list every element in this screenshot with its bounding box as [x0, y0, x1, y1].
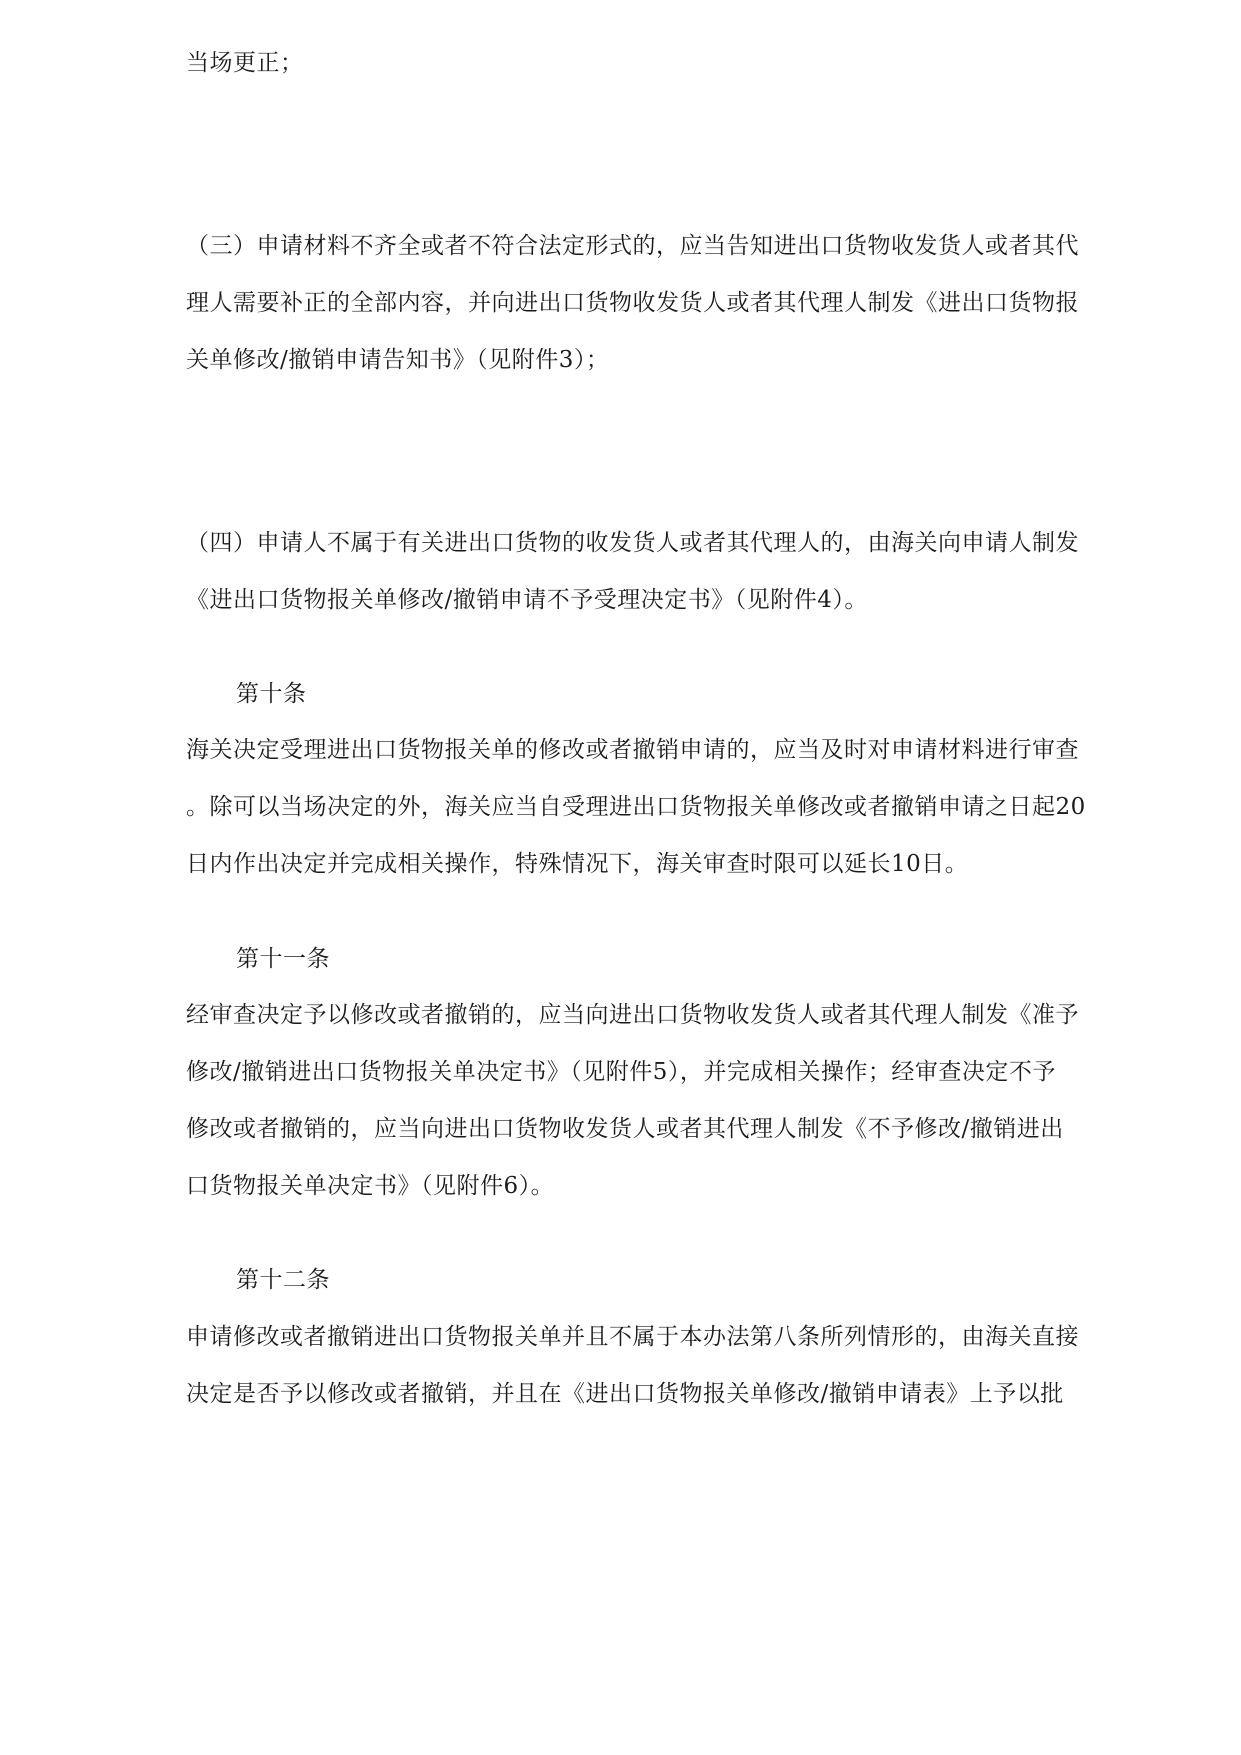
text-line: 修改/撤销进出口货物报关单决定书》（见附件5），并完成相关操作；经审查决定不予	[186, 1059, 1056, 1085]
article-heading: 第十条	[236, 681, 307, 707]
text-line: （四）申请人不属于有关进出口货物的收发货人或者其代理人的，由海关向申请人制发	[186, 530, 1079, 556]
text-line: （三）申请材料不齐全或者不符合法定形式的，应当告知进出口货物收发货人或者其代	[186, 233, 1079, 259]
text-line: 经审查决定予以修改或者撤销的，应当向进出口货物收发货人或者其代理人制发《准予	[186, 1002, 1079, 1028]
text-line: 理人需要补正的全部内容，并向进出口货物收发货人或者其代理人制发《进出口货物报	[186, 290, 1079, 316]
text-line: 决定是否予以修改或者撤销，并且在《进出口货物报关单修改/撤销申请表》上予以批	[186, 1381, 1064, 1407]
text-line: 海关决定受理进出口货物报关单的修改或者撤销申请的，应当及时对申请材料进行审查	[186, 737, 1079, 763]
text-line: 日内作出决定并完成相关操作，特殊情况下，海关审查时限可以延长10日。	[186, 851, 969, 877]
text-line: 《进出口货物报关单修改/撤销申请不予受理决定书》（见附件4）。	[186, 587, 868, 613]
text-line: 关单修改/撤销申请告知书》（见附件3）；	[186, 347, 610, 373]
text-line: 当场更正；	[186, 50, 304, 76]
text-line: 口货物报关单决定书》（见附件6）。	[186, 1173, 555, 1199]
article-heading: 第十一条	[236, 946, 330, 972]
article-heading: 第十二条	[236, 1267, 330, 1293]
text-line: 。除可以当场决定的外，海关应当自受理进出口货物报关单修改或者撤销申请之日起20	[186, 794, 1086, 820]
text-line: 申请修改或者撤销进出口货物报关单并且不属于本办法第八条所列情形的，由海关直接	[186, 1324, 1079, 1350]
text-line: 修改或者撤销的，应当向进出口货物收发货人或者其代理人制发《不予修改/撤销进出	[186, 1116, 1064, 1142]
